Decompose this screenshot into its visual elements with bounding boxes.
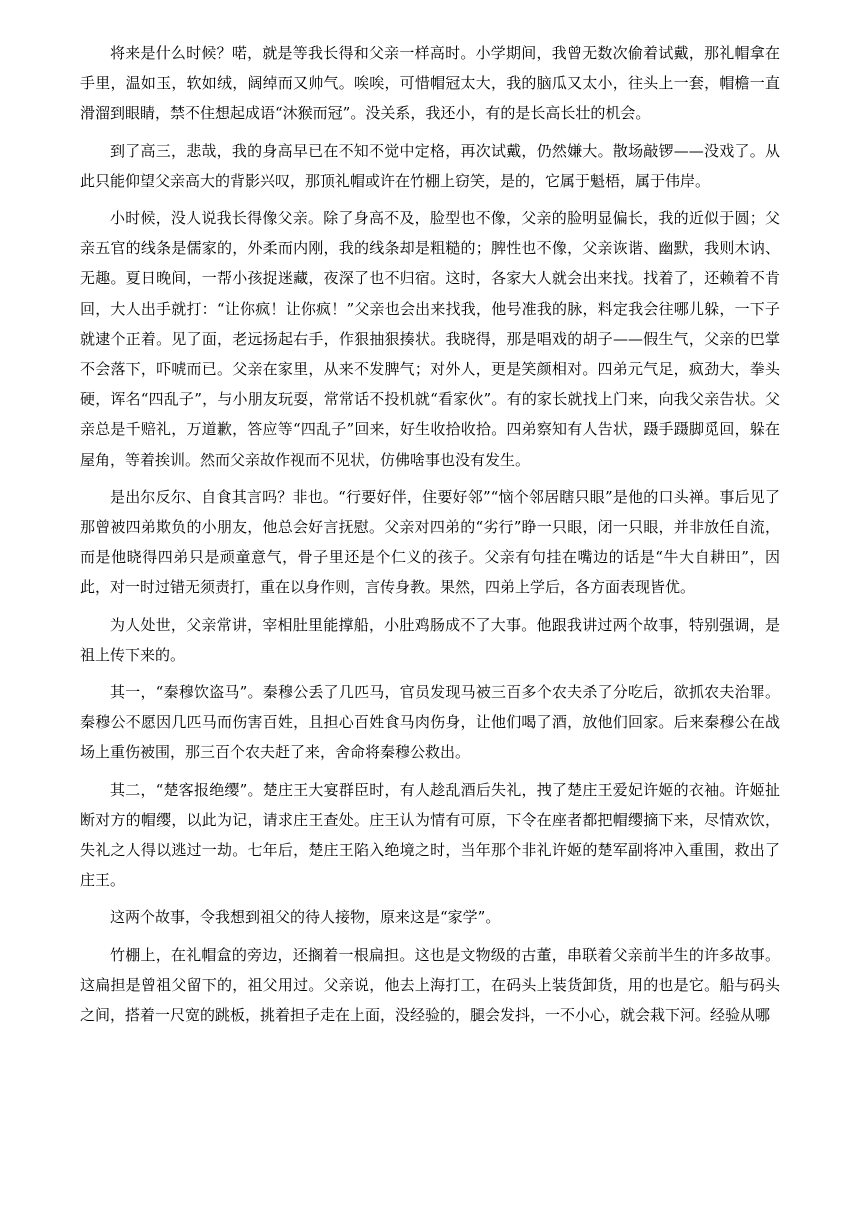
- paragraph-6: 其一，“秦穆饮盗马”。秦穆公丢了几匹马，官员发现马被三百多个农夫杀了分吃后，欲抓农夫治罪。秦穆公不愿因几匹马而伤害百姓，且担心百姓食马肉伤身，让他们喝了酒，放他们回家。后来秦穆公在战场上重伤被围，那三百个农夫赶了来，舍命将秦穆公救出。: [80, 683, 780, 762]
- paragraph-4: 是出尔反尔、自食其言吗？非也。“行要好伴，住要好邻”“恼个邻居瞎只眼”是他的口头禅。事后见了那曾被四弟欺负的小朋友，他总会好言抚慰。父亲对四弟的“劣行”睁一只眼，闭一只眼，并非放任自流，而是他晓得四弟只是顽童意气，骨子里还是个仁义的孩子。父亲有句挂在嘴边的话是“牛大自耕田”，因此，对一时过错无须责打，重在以身作则，言传身教。果然，四弟上学后，各方面表现皆优。: [80, 487, 780, 597]
- paragraph-9: 竹棚上，在礼帽盒的旁边，还搁着一根扁担。这也是文物级的古董，串联着父亲前半生的许多故事。这扁担是曾祖父留下的，祖父用过。父亲说，他去上海打工，在码头上装货卸货，用的也是它。船与码头之间，搭着一尺宽的跳板，挑着担子走在上面，没经验的，腿会发抖，一不小心，就会栽下河。经验从哪: [80, 945, 780, 1025]
- paragraph-7: 其二，“楚客报绝缨”。楚庄王大宴群臣时，有人趁乱酒后失礼，拽了楚庄王爱妃许姬的衣袖。许姬扯断对方的帽缨，以此为记，请求庄王查处。庄王认为情有可原，下令在座者都把帽缨摘下来，尽情欢饮，失礼之人得以逃过一劫。七年后，楚庄王陷入绝境之时，当年那个非礼许姬的楚军副将冲入重围，救出了庄王。: [80, 780, 780, 890]
- document-page: [80, 38, 780, 1037]
- paragraph-1: 将来是什么时候？喏，就是等我长得和父亲一样高时。小学期间，我曾无数次偷着试戴，那礼帽拿在手里，温如玉，软如绒，阔绰而又帅气。唉唉，可惜帽冠太大，我的脑瓜又太小，往头上一套，帽檐一直滑溜到眼睛，禁不住想起成语“沐猴而冠”。没关系，我还小，有的是长高长壮的机会。: [80, 44, 780, 123]
- paragraph-2: 到了高三，悲哉，我的身高早已在不知不觉中定格，再次试戴，仍然嫌大。散场敲锣——没戏了。从此只能仰望父亲高大的背影兴叹，那顶礼帽或许在竹棚上窃笑，是的，它属于魁梧，属于伟岸。: [80, 141, 780, 190]
- paragraph-3: 小时候，没人说我长得像父亲。除了身高不及，脸型也不像，父亲的脸明显偏长，我的近似于圆；父亲五官的线条是儒家的，外柔而内刚，我的线条却是粗糙的；脾性也不像，父亲诙谐、幽默，我则木讷、无趣。夏日晚间，一帮小孩捉迷藏，夜深了也不归宿。这时，各家大人就会出来找。找着了，还赖着不肯回，大人出手就打：“让你疯！让你疯！”父亲也会出来找我，他号准我的脉，料定我会往哪儿躲，一下子就逮个正着。见了面，老远扬起右手，作狠抽狠揍状。我晓得，那是唱戏的胡子——假生气，父亲的巴掌不会落下，吓唬而已。父亲在家里，从来不发脾气；对外人，更是笑颜相对。四弟元气足，疯劲大，拳头硬，诨名“四乱子”，与小朋友玩耍，常常话不投机就“看家伙”。有的家长就找上门来，向我父亲告状。父亲总是千赔礼，万道歉，答应等“四乱子”回来，好生收拾收拾。四弟察知有人告状，蹑手蹑脚觅回，躲在屋角，等着挨训。然而父亲故作视而不见状，仿佛啥事也没有发生。: [80, 209, 780, 469]
- paragraph-5: 为人处世，父亲常讲，宰相肚里能撑船，小肚鸡肠成不了大事。他跟我讲过两个故事，特别强调，是祖上传下来的。: [80, 615, 780, 664]
- paragraph-8: 这两个故事，令我想到祖父的待人接物，原来这是“家学”。: [110, 908, 501, 927]
